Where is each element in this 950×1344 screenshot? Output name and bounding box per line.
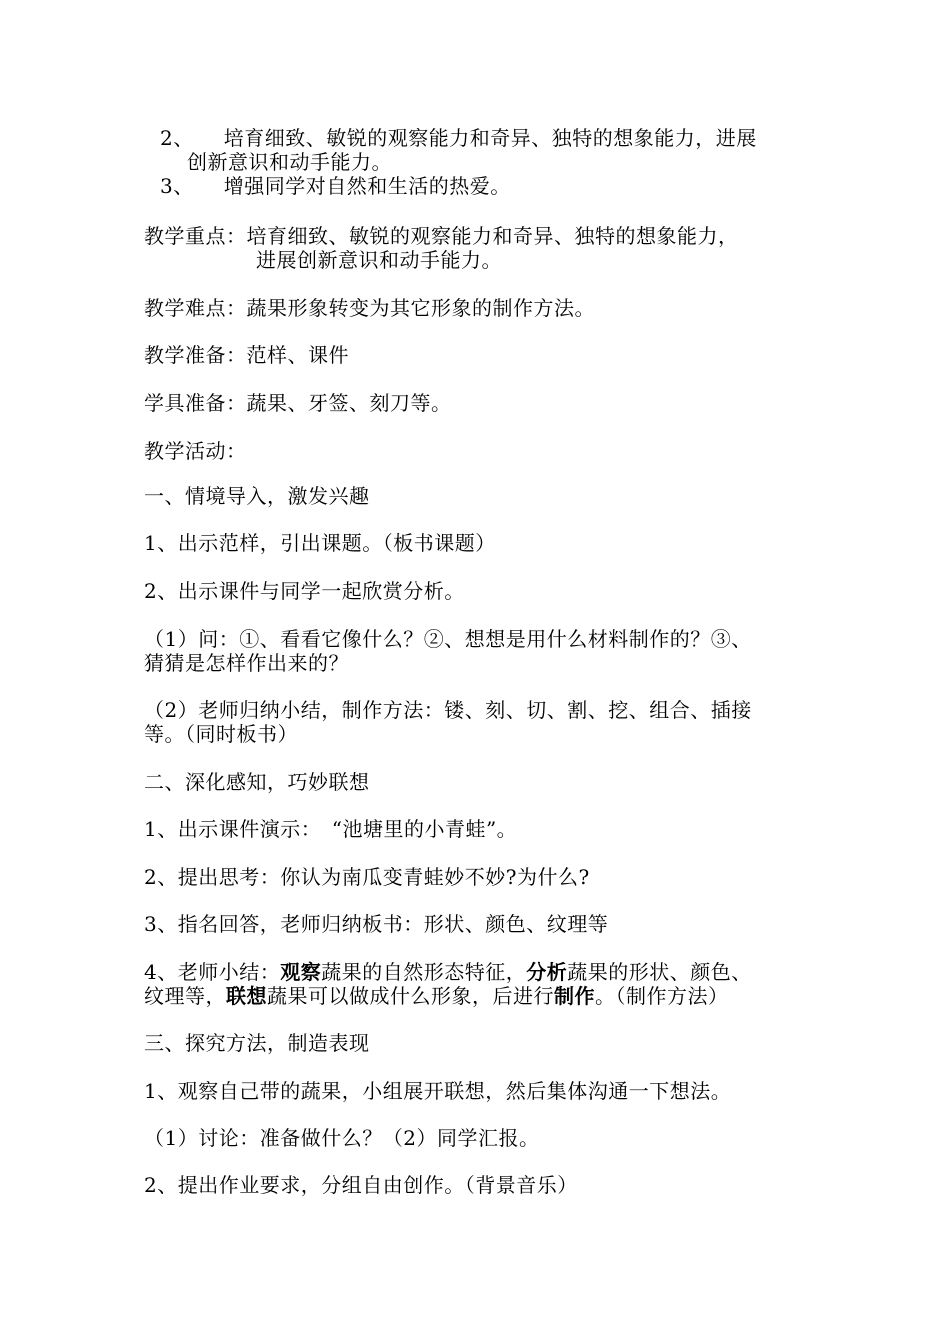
difficulty: 教学难点：蔬果形象转变为其它形象的制作方法。: [144, 296, 595, 320]
keyword-associate: 联想: [226, 984, 267, 1008]
goal-item-2-text: 培育细致、敏锐的观察能力和奇异、独特的想象能力，进展: [223, 126, 757, 150]
key-point-label: 教学重点：: [144, 224, 247, 248]
section2-p3: 3、指名回答，老师归纳板书：形状、颜色、纹理等: [144, 912, 609, 936]
key-point-line1: [144, 224, 739, 248]
section2-p4-line2: [144, 984, 729, 1008]
summary-part: 纹理等，: [144, 984, 226, 1008]
section1-p3-line2: 猜猜是怎样作出来的？: [144, 651, 349, 675]
section3-p1: 1、观察自己带的蔬果，小组展开联想，然后集体沟通一下想法。: [144, 1079, 732, 1103]
summary-part: 蔬果可以做成什么形象，后进行: [267, 984, 554, 1008]
goal-item-2-number: 2、: [160, 126, 194, 150]
keyword-analyze: 分析: [526, 960, 568, 984]
key-point-text: 培育细致、敏锐的观察能力和奇异、独特的想象能力，: [246, 224, 739, 248]
goal-item-2-line1: [160, 126, 757, 150]
goal-item-3-number: 3、: [160, 174, 194, 198]
summary-part: 。（制作方法）: [595, 984, 729, 1008]
keyword-observe: 观察: [280, 960, 322, 984]
goal-item-3: [160, 174, 511, 198]
section1-p4-line2: 等。（同时板书）: [144, 722, 298, 746]
goal-item-3-text: 增强同学对自然和生活的热爱。: [223, 174, 511, 198]
section3-p3: 2、提出作业要求，分组自由创作。（背景音乐）: [144, 1173, 578, 1197]
summary-lead: 4、老师小结：: [144, 960, 281, 984]
section3-title: 三、探究方法，制造表现: [144, 1031, 370, 1055]
summary-part: 蔬果的自然形态特征，: [321, 960, 527, 984]
activities-title: 教学活动：: [144, 439, 247, 463]
summary-part: 蔬果的形状、颜色、: [567, 960, 752, 984]
section2-p1: 1、出示课件演示： “池塘里的小青蛙”。: [144, 817, 518, 841]
section1-title: 一、情境导入，激发兴趣: [144, 484, 370, 508]
section1-p4-line1: （2）老师归纳小结，制作方法：镂、刻、切、割、挖、组合、插接: [144, 698, 752, 722]
prep-teacher: 教学准备：范样、课件: [144, 343, 349, 367]
section3-p2: （1）讨论：准备做什么？（2）同学汇报。: [144, 1126, 540, 1150]
section2-title: 二、深化感知，巧妙联想: [144, 770, 370, 794]
section1-p3-line1: （1）问：①、看看它像什么？②、想想是用什么材料制作的？③、: [144, 627, 752, 651]
goal-item-2-line2: 创新意识和动手能力。: [187, 150, 392, 174]
prep-student: 学具准备：蔬果、牙签、刻刀等。: [144, 391, 452, 415]
keyword-make: 制作: [554, 984, 595, 1008]
section1-p1: 1、出示范样，引出课题。（板书课题）: [144, 531, 496, 555]
section1-p2: 2、出示课件与同学一起欣赏分析。: [144, 579, 465, 603]
section2-p4-line1: [144, 960, 752, 984]
section2-p2: 2、提出思考：你认为南瓜变青蛙妙不妙?为什么?: [144, 865, 590, 889]
key-point-line2: 进展创新意识和动手能力。: [256, 248, 502, 272]
